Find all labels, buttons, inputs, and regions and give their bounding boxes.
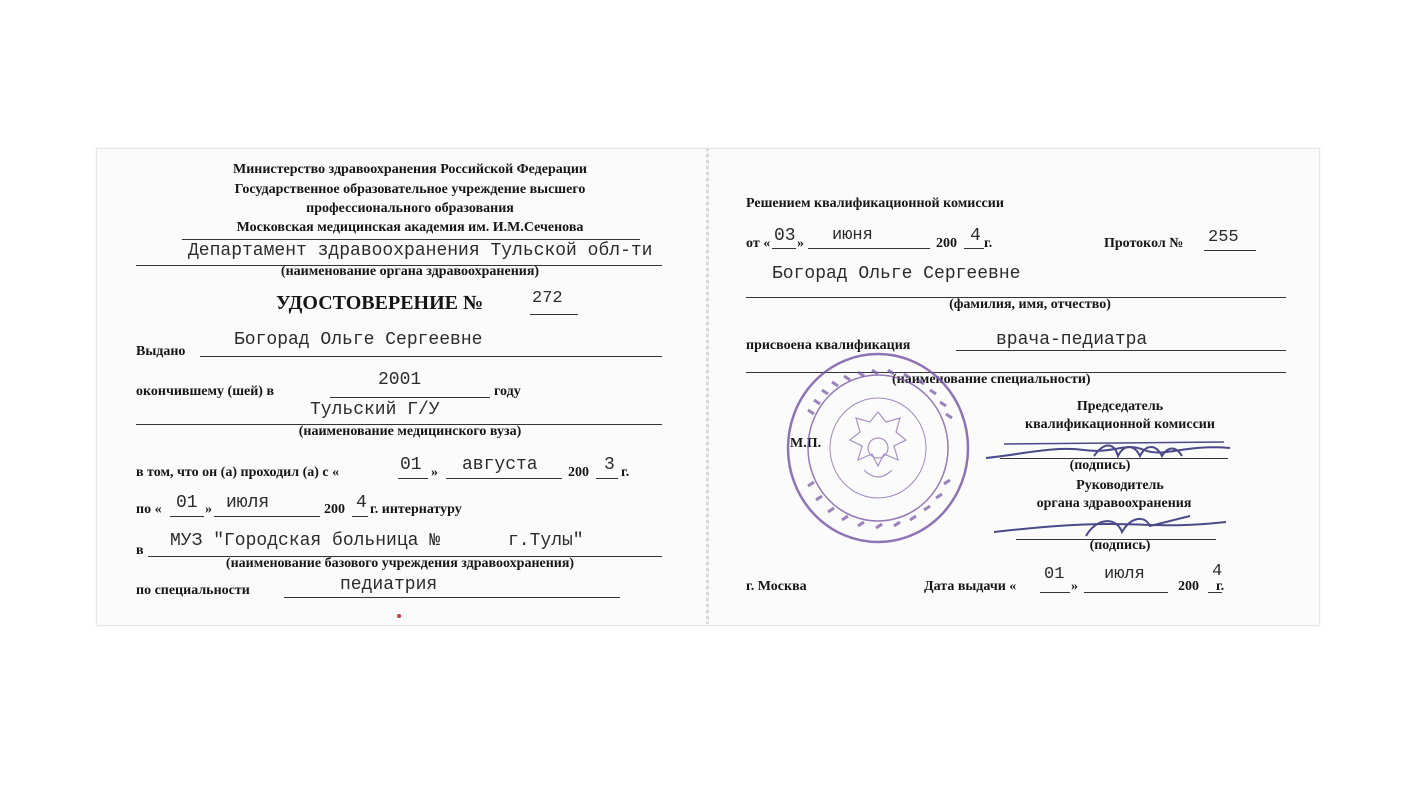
internship-label: г. интернатуру (370, 502, 462, 517)
base-institution-caption: (наименование базового учреждения здравоохранения) (225, 556, 575, 571)
ink-dot (397, 614, 401, 618)
qualification-label: присвоена квалификация (746, 338, 911, 353)
chairman-signature-caption: (подпись) (1069, 458, 1131, 473)
to-month-line (214, 516, 320, 517)
decision-month-line (808, 248, 930, 249)
to-label: по « (136, 502, 162, 517)
from-day-line (398, 478, 428, 479)
eagle-emblem (850, 412, 906, 477)
certificate-title: УДОСТОВЕРЕНИЕ № (276, 292, 484, 314)
specialty-label: по специальности (136, 583, 250, 598)
chairman-line-2: квалификационной комиссии (1025, 417, 1215, 432)
graduated-year: 2001 (378, 370, 422, 390)
from-month: августа (462, 455, 538, 475)
issued-name: Богорад Ольге Сергеевне (234, 330, 483, 350)
graduated-year-line (330, 397, 490, 398)
issue-year-digit: 4 (1212, 562, 1223, 581)
stamp-place-label: М.П. (790, 436, 822, 451)
decision-year-line (964, 248, 984, 249)
decision-day: 03 (774, 226, 796, 246)
qualification-value: врача-педиатра (996, 330, 1148, 350)
decision-day-line (772, 248, 796, 249)
specialty-line (284, 597, 620, 598)
from-month-line (446, 478, 562, 479)
issue-quote-close: » (1071, 579, 1078, 594)
issue-month: июля (1104, 565, 1145, 584)
department-name: Департамент здравоохранения Тульской обл-ти (188, 241, 653, 261)
date-from-label: от « (746, 236, 771, 251)
to-day: 01 (176, 493, 198, 513)
from-year-digit: 3 (604, 455, 615, 475)
institution-line-1: Государственное образовательное учреждение высшего (234, 182, 586, 197)
protocol-number: 255 (1208, 228, 1239, 247)
head-line-1: Руководитель (1076, 478, 1164, 493)
issued-label: Выдано (136, 344, 186, 359)
chairman-line-1: Председатель (1076, 399, 1164, 414)
official-stamp (784, 350, 972, 546)
protocol-number-line (1204, 250, 1256, 251)
university-caption: (наименование медицинского вуза) (298, 424, 522, 439)
year-word: году (494, 384, 521, 399)
issue-month-line (1084, 592, 1168, 593)
decision-year-digit: 4 (970, 226, 981, 246)
decision-heading: Решением квалификационной комиссии (746, 196, 1004, 211)
specialty-caption: (наименование специальности) (892, 372, 1091, 387)
name-caption: (фамилия, имя, отчество) (949, 297, 1111, 312)
base-institution: МУЗ "Городская больница № (170, 531, 441, 551)
issue-day-line (1040, 592, 1070, 593)
issued-line (200, 356, 662, 357)
from-quote-close: » (431, 465, 438, 480)
decision-quote-close: » (797, 236, 804, 251)
to-year-prefix: 200 (324, 502, 345, 517)
base-city: г.Тулы" (508, 531, 584, 551)
decision-month: июня (832, 226, 873, 245)
protocol-label: Протокол № (1104, 236, 1184, 251)
person-name: Богорад Ольге Сергеевне (772, 264, 1021, 284)
from-year-prefix: 200 (568, 465, 589, 480)
head-signature-caption: (подпись) (1089, 538, 1151, 553)
issue-year-prefix: 200 (1178, 579, 1199, 594)
issue-year-suffix: г. (1216, 579, 1225, 594)
decision-year-prefix: 200 (936, 236, 957, 251)
academy-underline (182, 239, 640, 240)
from-year-suffix: г. (621, 465, 630, 480)
to-day-line (170, 516, 204, 517)
decision-year-suffix: г. (984, 236, 993, 251)
to-year-digit: 4 (356, 493, 367, 513)
specialty-value: педиатрия (340, 575, 438, 595)
certificate-number-line (530, 314, 578, 315)
from-day: 01 (400, 455, 422, 475)
to-year-line (352, 516, 368, 517)
head-line-2: органа здравоохранения (1036, 496, 1192, 511)
issue-day: 01 (1044, 565, 1065, 584)
from-year-line (596, 478, 618, 479)
department-caption: (наименование органа здравоохранения) (280, 264, 540, 279)
institution-line-2: профессионального образования (306, 201, 514, 216)
qualification-line (956, 350, 1286, 351)
graduated-label: окончившему (шей) в (136, 384, 275, 399)
certificate-number: 272 (532, 289, 563, 308)
academy-name: Московская медицинская академия им. И.М.Сеченова (236, 220, 584, 235)
ministry-heading: Министерство здравоохранения Российской Федерации (233, 162, 587, 177)
fold-crease (706, 148, 709, 624)
university-name: Тульский Г/У (310, 400, 440, 420)
in-label: в (136, 543, 144, 558)
from-text: в том, что он (а) проходил (а) с « (136, 465, 340, 480)
city-label: г. Москва (746, 579, 807, 594)
issue-date-label: Дата выдачи « (924, 579, 1017, 594)
to-quote-close: » (205, 502, 212, 517)
to-month: июля (226, 493, 270, 513)
